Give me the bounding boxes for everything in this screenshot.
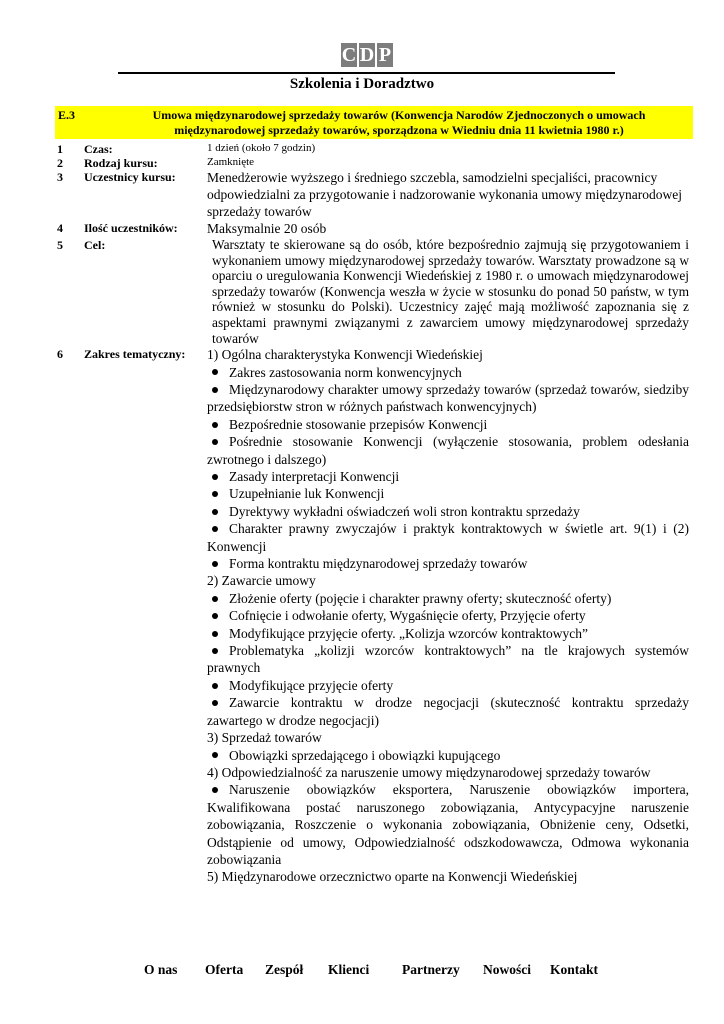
row-value: Warsztaty te skierowane są do osób, które bezpośrednio zajmują się przygotowaniem i wykonaniem umowy międzynarodowej sprzedaży towarów. Warsztaty prowadzone są w oparciu o uregulowania Konwencji Wiedeńskiej z 1980 r. o umowach międzynarodowej sprzedaży towarów (Konwencja weszła w życie w stosunku do ponad 50 państw, w tym również w stosunku do Polski). Uczestnicy zajęć mają możliwość zapoznania się z aspektami prawnymi związanymi z zawarciem umowy międzynarodowej sprzedaży towarów (212, 237, 689, 346)
list-item: Zakres zastosowania norm konwencyjnych (207, 364, 689, 381)
row-label: Uczestnicy kursu: (84, 170, 176, 184)
list-item: Uzupełnianie luk Konwencji (207, 485, 689, 502)
bullet-icon (212, 700, 218, 706)
course-title: Umowa międzynarodowej sprzedaży towarów (Konwencja Narodów Zjednoczonych o umowach międzynarodowej sprzedaży towarów, sporządzona w Wiedniu dnia 11 kwietnia 1980 r.) (152, 108, 646, 137)
logo-letter: C (341, 44, 357, 66)
list-item: Zasady interpretacji Konwencji (207, 468, 689, 485)
bullet-icon (212, 439, 218, 445)
nav-link-klienci[interactable]: Klienci (328, 962, 370, 977)
bullet-icon (212, 526, 218, 532)
list-item: Problematyka „kolizji wzorców kontraktowych” na tle krajowych systemów prawnych (207, 643, 689, 676)
row-label: Zakres tematyczny: (84, 347, 186, 362)
bullet-icon (212, 422, 218, 428)
list-item: Złożenie oferty (pojęcie i charakter prawny oferty; skuteczność oferty) (207, 590, 689, 607)
bullet-icon (212, 491, 218, 497)
detail-row-count (57, 220, 689, 237)
list-item: Modyfikujące przyjęcie oferty. „Kolizja wzorców kontraktowych” (207, 625, 689, 642)
topic-section: 5) Międzynarodowe orzecznictwo oparte na Konwencji Wiedeńskiej (207, 869, 578, 885)
row-label: Cel: (84, 238, 106, 252)
nav-link-partnerzy[interactable]: Partnerzy (402, 962, 460, 977)
bullet-icon (212, 648, 218, 654)
detail-row-type (57, 155, 689, 169)
logo-letter: P (378, 44, 392, 66)
bullet-icon (212, 683, 218, 689)
company-logo (341, 43, 393, 67)
list-item: Zawarcie kontraktu w drodze negocjacji (skuteczność kontraktu sprzedaży zawartego w drodze negocjacji) (207, 695, 689, 728)
detail-row-time (57, 141, 689, 155)
bullet-icon (212, 387, 218, 393)
nav-link-zespol[interactable]: Zespół (265, 962, 304, 977)
detail-row-goal (57, 237, 689, 346)
row-label: Rodzaj kursu: (84, 156, 158, 170)
logo-letter: D (359, 44, 375, 66)
list-item: Dyrektywy wykładni oświadczeń woli stron kontraktu sprzedaży (207, 503, 689, 520)
nav-link-nowosci[interactable]: Nowości (483, 962, 531, 977)
topic-list (207, 346, 689, 886)
bullet-icon (212, 474, 218, 480)
list-item: Forma kontraktu międzynarodowej sprzedaży towarów (207, 555, 689, 572)
list-item: Modyfikujące przyjęcie oferty (207, 677, 689, 694)
course-banner (55, 106, 693, 139)
topic-section: 2) Zawarcie umowy (207, 573, 316, 589)
topic-section: 1) Ogólna charakterystyka Konwencji Wiedeńskiej (207, 347, 483, 363)
row-label: Czas: (84, 142, 113, 156)
row-number: 2 (57, 156, 63, 170)
nav-link-kontakt[interactable]: Kontakt (550, 962, 599, 977)
list-item: Charakter prawny zwyczajów i praktyk kontraktowych w świetle art. 9(1) i (2) Konwencji (207, 521, 689, 554)
nav-link-onas[interactable]: O nas (144, 962, 178, 977)
list-item: Bezpośrednie stosowanie przepisów Konwencji (207, 416, 689, 433)
detail-row-topics (57, 346, 689, 886)
bullet-icon (212, 631, 218, 637)
row-number: 4 (57, 221, 63, 235)
list-item: Pośrednie stosowanie Konwencji (wyłączenie stosowania, problem odesłania zwrotnego i dalszego) (207, 434, 689, 467)
topic-section: 3) Sprzedaż towarów (207, 730, 322, 746)
detail-row-participants (57, 169, 689, 220)
row-value: Zamknięte (207, 156, 255, 168)
list-item: Naruszenie obowiązków eksportera, Naruszenie obowiązków importera, Kwalifikowana postać naruszonego zobowiązania, Antycypacyjne naruszenie zobowiązania, Roszczenie o wykonania zobowiązania, Obniżenie ceny, Odsetki, Odstąpienie od umowy, Odpowiedzialność odszkodowawcza, Odmowa wykonania zobowiązania (207, 782, 689, 867)
row-label: Ilość uczestników: (84, 221, 178, 235)
row-value: 1 dzień (około 7 godzin) (207, 142, 316, 154)
header-divider (118, 72, 615, 74)
site-title: Szkolenia i Doradztwo (289, 76, 435, 92)
bullet-icon (212, 369, 218, 375)
row-number: 5 (57, 238, 63, 252)
course-details (57, 141, 689, 886)
bullet-icon (212, 596, 218, 602)
bullet-icon (212, 509, 218, 515)
bullet-icon (212, 787, 218, 793)
bullet-icon (212, 613, 218, 619)
course-code: E.3 (58, 108, 76, 122)
list-item: Obowiązki sprzedającego i obowiązki kupującego (207, 747, 689, 764)
bullet-icon (212, 752, 218, 758)
row-value: Menedżerowie wyższego i średniego szczebla, samodzielni specjaliści, pracownicy odpowiedzialni za przygotowanie i nadzorowanie wykonania umowy międzynarodowej sprzedaży towarów (207, 170, 682, 219)
bullet-icon (212, 561, 218, 567)
list-item: Cofnięcie i odwołanie oferty, Wygaśnięcie oferty, Przyjęcie oferty (207, 607, 689, 624)
nav-link-oferta[interactable]: Oferta (205, 962, 244, 977)
row-number: 6 (57, 347, 63, 362)
row-number: 1 (57, 142, 63, 156)
row-value: Maksymalnie 20 osób (207, 221, 327, 236)
row-number: 3 (57, 170, 63, 184)
list-item: Międzynarodowy charakter umowy sprzedaży towarów (sprzedaż towarów, siedziby przedsiębiorstw stron w różnych państwach konwencyjnych) (207, 381, 689, 415)
topic-section: 4) Odpowiedzialność za naruszenie umowy międzynarodowej sprzedaży towarów (207, 764, 651, 780)
